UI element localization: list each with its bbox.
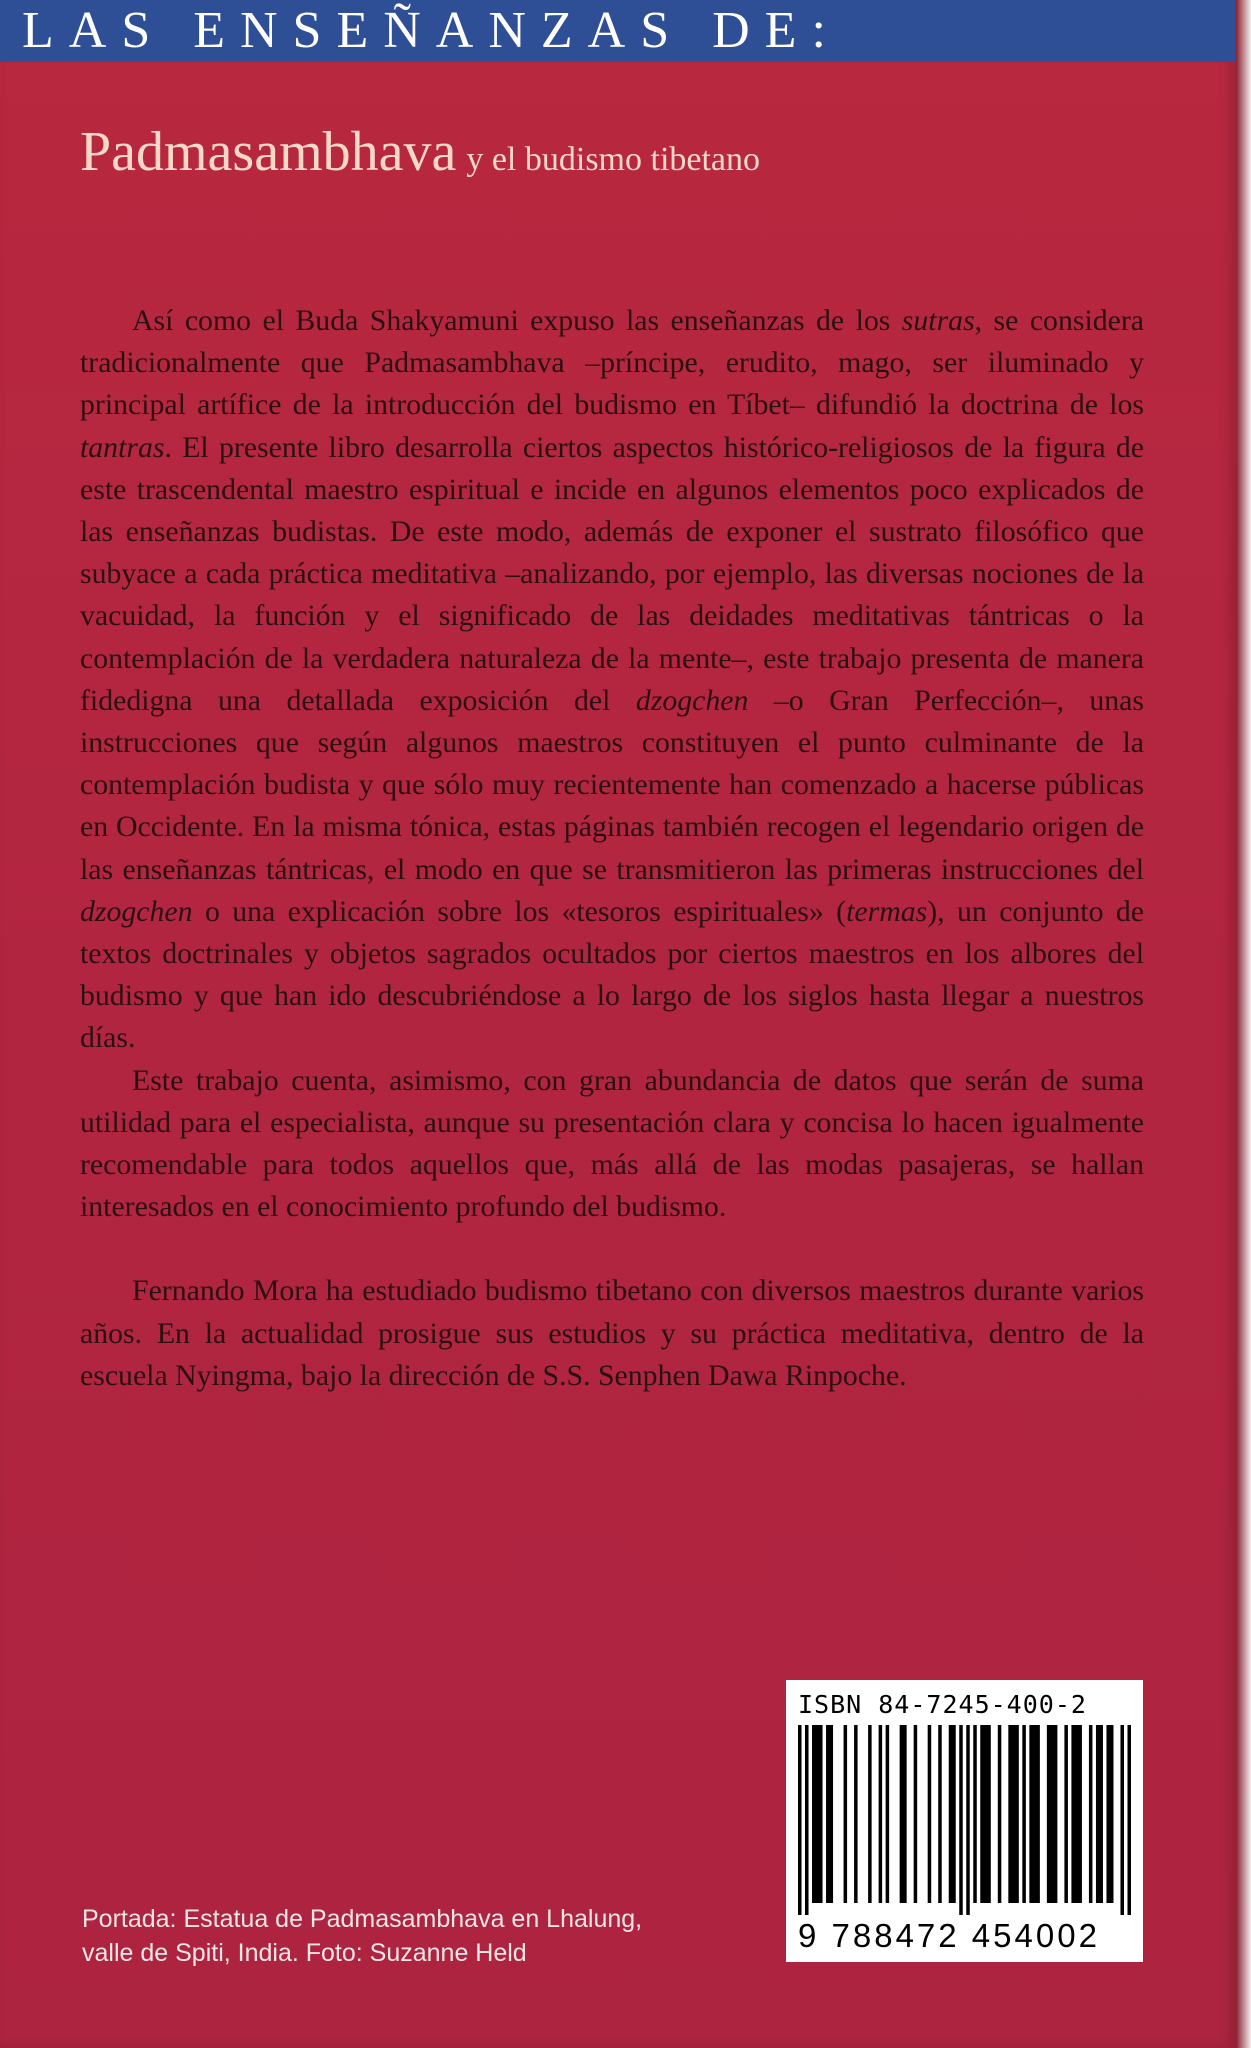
barcode-bar <box>812 1725 823 1903</box>
title-subtitle: y el budismo tibetano <box>466 141 761 178</box>
ean-number: 9 788472 454002 <box>798 1917 1100 1954</box>
text-run: . El presente libro desarrolla ciertos aspectos histórico-religiosos de la figura de este trascendental maestro espiritual e incide en algunos elementos poco explicados de las enseñanzas budistas. De este modo, además de exponer el sustrato filosófico que subyace a cada práctica meditativa –analizando, por ejemplo, las diversas nociones de la vacuidad, la función y el significado de las deidades meditativas tántricas o la contemplación de la verdadera naturaleza de la mente–, este trabajo presenta de manera fidedigna una detallada exposición del <box>80 430 1144 717</box>
barcode-bar <box>928 1725 932 1903</box>
barcode-bar <box>1064 1725 1068 1903</box>
blurb-paragraph-1 <box>80 300 1144 1060</box>
title-main: Padmasambhava <box>80 121 457 183</box>
italic-term: tantras <box>80 430 165 464</box>
barcode-bar <box>844 1725 848 1903</box>
barcode-bar <box>805 1725 809 1915</box>
barcode-bar <box>966 1725 970 1915</box>
isbn-number: ISBN 84-7245-400-2 <box>798 1690 1087 1719</box>
barcode-bar <box>1022 1725 1026 1903</box>
italic-term: termas <box>846 894 928 928</box>
blurb-paragraph-2: Este trabajo cuenta, asimismo, con gran abundancia de datos que serán de suma utilidad para el especialista, aunque su presentación clara y concisa lo hacen igualmente recomendable para todos aquellos que, más allá de las modas pasajeras, se hallan interesados en el conocimiento profundo del budismo. <box>80 1063 1144 1224</box>
barcode-bar <box>1127 1725 1131 1915</box>
italic-term: sutras <box>901 304 975 337</box>
text-run: o una explicación sobre los «tesoros espirituales» ( <box>192 894 847 928</box>
barcode-bar <box>914 1725 918 1903</box>
barcode-bar <box>949 1725 956 1903</box>
barcode-bar <box>1089 1725 1093 1903</box>
barcode-bar <box>1008 1725 1019 1903</box>
text-run: –o Gran Perfección–, unas instrucciones que según algunos maestros constituyen el punto culminante de la contemplación budista y que sólo muy recientemente han comenzado a hacerse públicas en Occidente. En la misma tónica, estas páginas también recogen el legendario origen de las enseñanzas tántricas, el modo en que se transmitieron las primeras instrucciones del <box>80 683 1144 886</box>
author-bio: Fernando Mora ha estudiado budismo tibetano con diversos maestros durante varios años. En la actualidad prosigue sus estudios y su práctica meditativa, dentro de la escuela Nyingma, bajo la dirección de S.S. Senphen Dawa Rinpoche. <box>80 1274 1144 1392</box>
text-run: , se considera tradicionalmente que Padmasambhava –príncipe, erudito, mago, ser iluminado y principal artífice de la introducción del budismo en Tíbet– difundió la doctrina de los <box>80 304 1144 422</box>
barcode-bar <box>959 1725 963 1915</box>
cover-edge <box>1236 0 1251 2048</box>
barcode-bar <box>826 1725 833 1903</box>
barcode-panel <box>786 1680 1143 1962</box>
book-title <box>80 120 760 184</box>
cover-credit <box>82 1902 762 1970</box>
series-title: LAS ENSEÑANZAS DE: <box>22 2 841 59</box>
barcode-bar <box>1120 1725 1124 1915</box>
barcode-bar <box>1047 1725 1058 1903</box>
barcode-bar <box>980 1725 991 1903</box>
credit-line-1: Portada: Estatua de Padmasambhava en Lhalung, <box>82 1905 643 1933</box>
barcode-bar <box>1029 1725 1040 1903</box>
barcode-bar <box>879 1725 883 1903</box>
barcode-bar <box>886 1725 890 1903</box>
credit-line-2: valle de Spiti, India. Foto: Suzanne Held <box>82 1939 527 1967</box>
series-header <box>0 0 1236 62</box>
blurb <box>80 300 1144 1397</box>
barcode-bar <box>973 1725 977 1903</box>
text-run: Así como el Buda Shakyamuni expuso las enseñanzas de los <box>132 304 902 337</box>
barcode-bar <box>854 1725 858 1903</box>
text-run: ), un conjunto de textos doctrinales y objetos sagrados ocultados por ciertos maestros en los albores del budismo y que han ido descubriéndose a lo largo de los siglos hasta llegar a nuestros días. <box>80 894 1144 1055</box>
barcode-bar <box>1096 1725 1103 1903</box>
italic-term: dzogchen <box>80 894 193 928</box>
barcode-bar <box>1106 1725 1113 1903</box>
barcode-bar <box>998 1725 1002 1903</box>
barcode-bar <box>900 1725 907 1903</box>
barcode-bar <box>1071 1725 1082 1903</box>
barcode-bar <box>798 1725 802 1915</box>
italic-term: dzogchen <box>635 683 749 717</box>
barcode-bar <box>938 1725 942 1903</box>
barcode-bars <box>798 1725 1131 1915</box>
barcode-bar <box>868 1725 872 1903</box>
